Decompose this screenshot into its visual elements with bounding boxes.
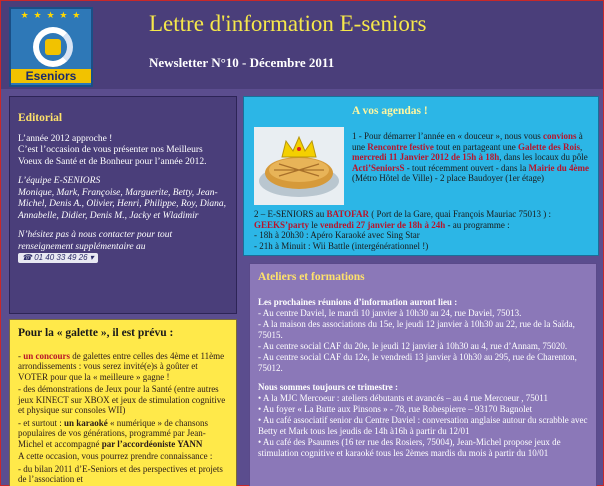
galette-item3-bold: un karaoké xyxy=(64,417,108,428)
galette-item3-pre: - et surtout : xyxy=(18,417,64,428)
galette-section xyxy=(9,319,237,486)
ateliers-line: - Au centre social CAF du 12e, le vendredi 13 janvier à 10h30 au 295, rue de Charenton, 75012. xyxy=(258,352,577,373)
galette-item-bilan: - du bilan 2011 d’E-Seniors et des perspectives et projets de l’association et xyxy=(18,463,223,484)
ateliers-intro2 xyxy=(258,382,588,393)
logo-stars: ★ ★ ★ ★ ★ xyxy=(20,11,82,21)
agenda-p2-e: le xyxy=(309,219,321,230)
agenda-p2-b: BATOFAR xyxy=(326,209,370,219)
agenda-p1-d: Rencontre festive xyxy=(367,141,434,152)
ateliers-line: - Au centre Daviel, le mardi 10 janvier à 10h30 au 24, rue Daviel, 75013. xyxy=(258,308,522,318)
agenda-p2-h: - 18h à 20h30 : Apéro Karaoké avec Sing Star xyxy=(254,230,420,240)
agenda-p2-g: - au programme : xyxy=(445,219,510,230)
galette-item1-pre: - xyxy=(18,350,24,361)
ateliers-line: - A la maison des associations du 15e, le jeudi 12 janvier à 10h30 au 22, rue de la Saïda, 75015. xyxy=(258,319,575,340)
ateliers-line: • A la MJC Mercoeur : ateliers débutants et avancés – au 4 rue Mercoeur , 75011 xyxy=(258,393,548,403)
editorial-team-names: Monique, Mark, Françoise, Marguerite, Betty, Jean-Michel, Denis A., Olivier, Henri, Philippe, Roy, Diana, Annabelle, Didier, Denis M., Jacky et Wladimir xyxy=(18,187,226,221)
ateliers-intro-text: Les prochaines réunions d’information auront lieu : xyxy=(258,297,458,307)
agenda-p1-l: Mairie du 4ème xyxy=(528,162,589,173)
galette-item-demos: - des démonstrations de Jeux pour la Santé (entre autres jeux KINECT sur XBOX et jeux de stimulation cognitive et physique sur consoles WII) xyxy=(18,384,226,415)
galette-cake-image xyxy=(254,127,344,205)
eseniors-logo xyxy=(9,7,93,87)
agenda-p1-b: convions xyxy=(542,131,577,141)
ateliers-line: • Au café des Psaumes (16 ter rue des Rosiers, 75004), Jean-Michel propose jeux de stimulation cognitive et karaoké tous les 2èmes mardis du mois à partir du 10/01 xyxy=(258,437,561,458)
agenda-p2-c: ( Port de la Gare, quai François Mauriac 75013 ) : xyxy=(369,209,551,219)
editorial-intro-line1: L’année 2012 approche ! xyxy=(18,133,113,144)
galette-heading: Pour la « galette », il est prévu : xyxy=(18,327,174,339)
editorial-team xyxy=(18,176,228,222)
ateliers-section xyxy=(249,263,597,486)
agenda-p1-h: mercredi 11 Janvier 2012 de 15h à 18h xyxy=(352,152,500,162)
phone-number-link[interactable]: ☎ 01 40 33 49 26 ▾ xyxy=(18,253,98,263)
agenda-p1-i: , dans les locaux du pôle xyxy=(499,152,588,162)
ateliers-heading: Ateliers et formations xyxy=(258,271,365,283)
logo-square-icon xyxy=(45,39,61,55)
agenda-p1-f: Galette des Rois xyxy=(518,141,581,152)
agenda-p1-j: Acti’SeniorsS xyxy=(352,162,405,173)
galette-item-karaoke xyxy=(18,418,228,450)
ateliers-intro2-text: Nous sommes toujours ce trimestre : xyxy=(258,382,399,392)
logo-text: Eseniors xyxy=(11,69,91,83)
agenda-p2-i: - 21h à Minuit : Wii Battle (intergénérationnel !) xyxy=(254,240,429,251)
galette-item1-post: de galettes entre celles des 4ème et 11ème arrondissements : vous serez invité(e)s à goûter et VOTER pour que la « meilleure » gagne ! xyxy=(18,350,225,382)
ateliers-line: - Au centre social CAF du 20e, le jeudi 12 janvier à 10h30 au 4, rue d’Annam, 75020. xyxy=(258,341,568,351)
agenda-p1-c: à une xyxy=(352,131,583,152)
agenda-p2-d: GEEKS’party xyxy=(254,219,310,230)
agenda-heading: A vos agendas ! xyxy=(352,105,428,117)
agenda-p2-a: 2 – E-SENIORS au xyxy=(254,209,327,219)
ateliers-line: • Au foyer « La Butte aux Pinsons » - 78, rue Robespierre – 93170 Bagnolet xyxy=(258,404,533,414)
agenda-p1-e: tout en partageant une xyxy=(433,141,519,152)
header xyxy=(1,1,603,89)
galette-item-concours xyxy=(18,351,228,383)
agenda-p1-g: , xyxy=(580,141,583,152)
agenda-p1-m: (Métro Hôtel de Ville) - 2 place Baudoyer (1er étage) xyxy=(352,173,544,183)
ateliers-line: • Au café associatif senior du Centre Daviel : conversation anglaise autour du scrabble avec Betty et Mark tous les jeudis de 14h à16h à partir du 12/01 xyxy=(258,415,588,436)
agenda-section xyxy=(243,96,599,256)
galette-item1-bold: un concours xyxy=(23,350,71,361)
ateliers-spacer xyxy=(258,374,588,382)
ateliers-intro xyxy=(258,297,588,308)
agenda-p1-k: - tout récemment ouvert - dans la xyxy=(404,162,529,173)
newsletter-subtitle: Newsletter N°10 - Décembre 2011 xyxy=(149,55,335,70)
editorial-intro-line2: C’est l’occasion de vous présenter nos Meilleurs Voeux de Santé et de Bonheur pour l’année 2012. xyxy=(18,145,207,167)
editorial-intro xyxy=(18,134,228,169)
galette-item3-mid: « numérique » de chansons populaires de vos générations, programmé par Jean-Michel et accompagné xyxy=(18,417,208,449)
galette-item-occasion: A cette occasion, vous pourrez prendre connaissance : xyxy=(18,451,213,461)
phone-number: 01 40 33 49 26 xyxy=(34,253,88,262)
editorial-heading: Editorial xyxy=(18,112,63,124)
agenda-item-rencontre xyxy=(352,131,594,184)
agenda-p1-a: 1 - Pour démarrer l’année en « douceur », nous vous xyxy=(352,131,543,141)
editorial-section xyxy=(9,96,237,314)
newsletter-title: Lettre d'information E-seniors xyxy=(149,11,427,36)
agenda-p2-f: vendredi 27 janvier de 18h à 24h xyxy=(320,219,446,230)
editorial-contact-text: N’hésitez pas à nous contacter pour tout renseignement supplémentaire au xyxy=(18,230,173,252)
editorial-contact xyxy=(18,230,228,265)
editorial-team-label: L’équipe E-SENIORS xyxy=(18,176,101,186)
agenda-item-batofar xyxy=(254,209,594,251)
galette-item3-bold2: par l’accordéoniste YANN xyxy=(101,438,203,449)
